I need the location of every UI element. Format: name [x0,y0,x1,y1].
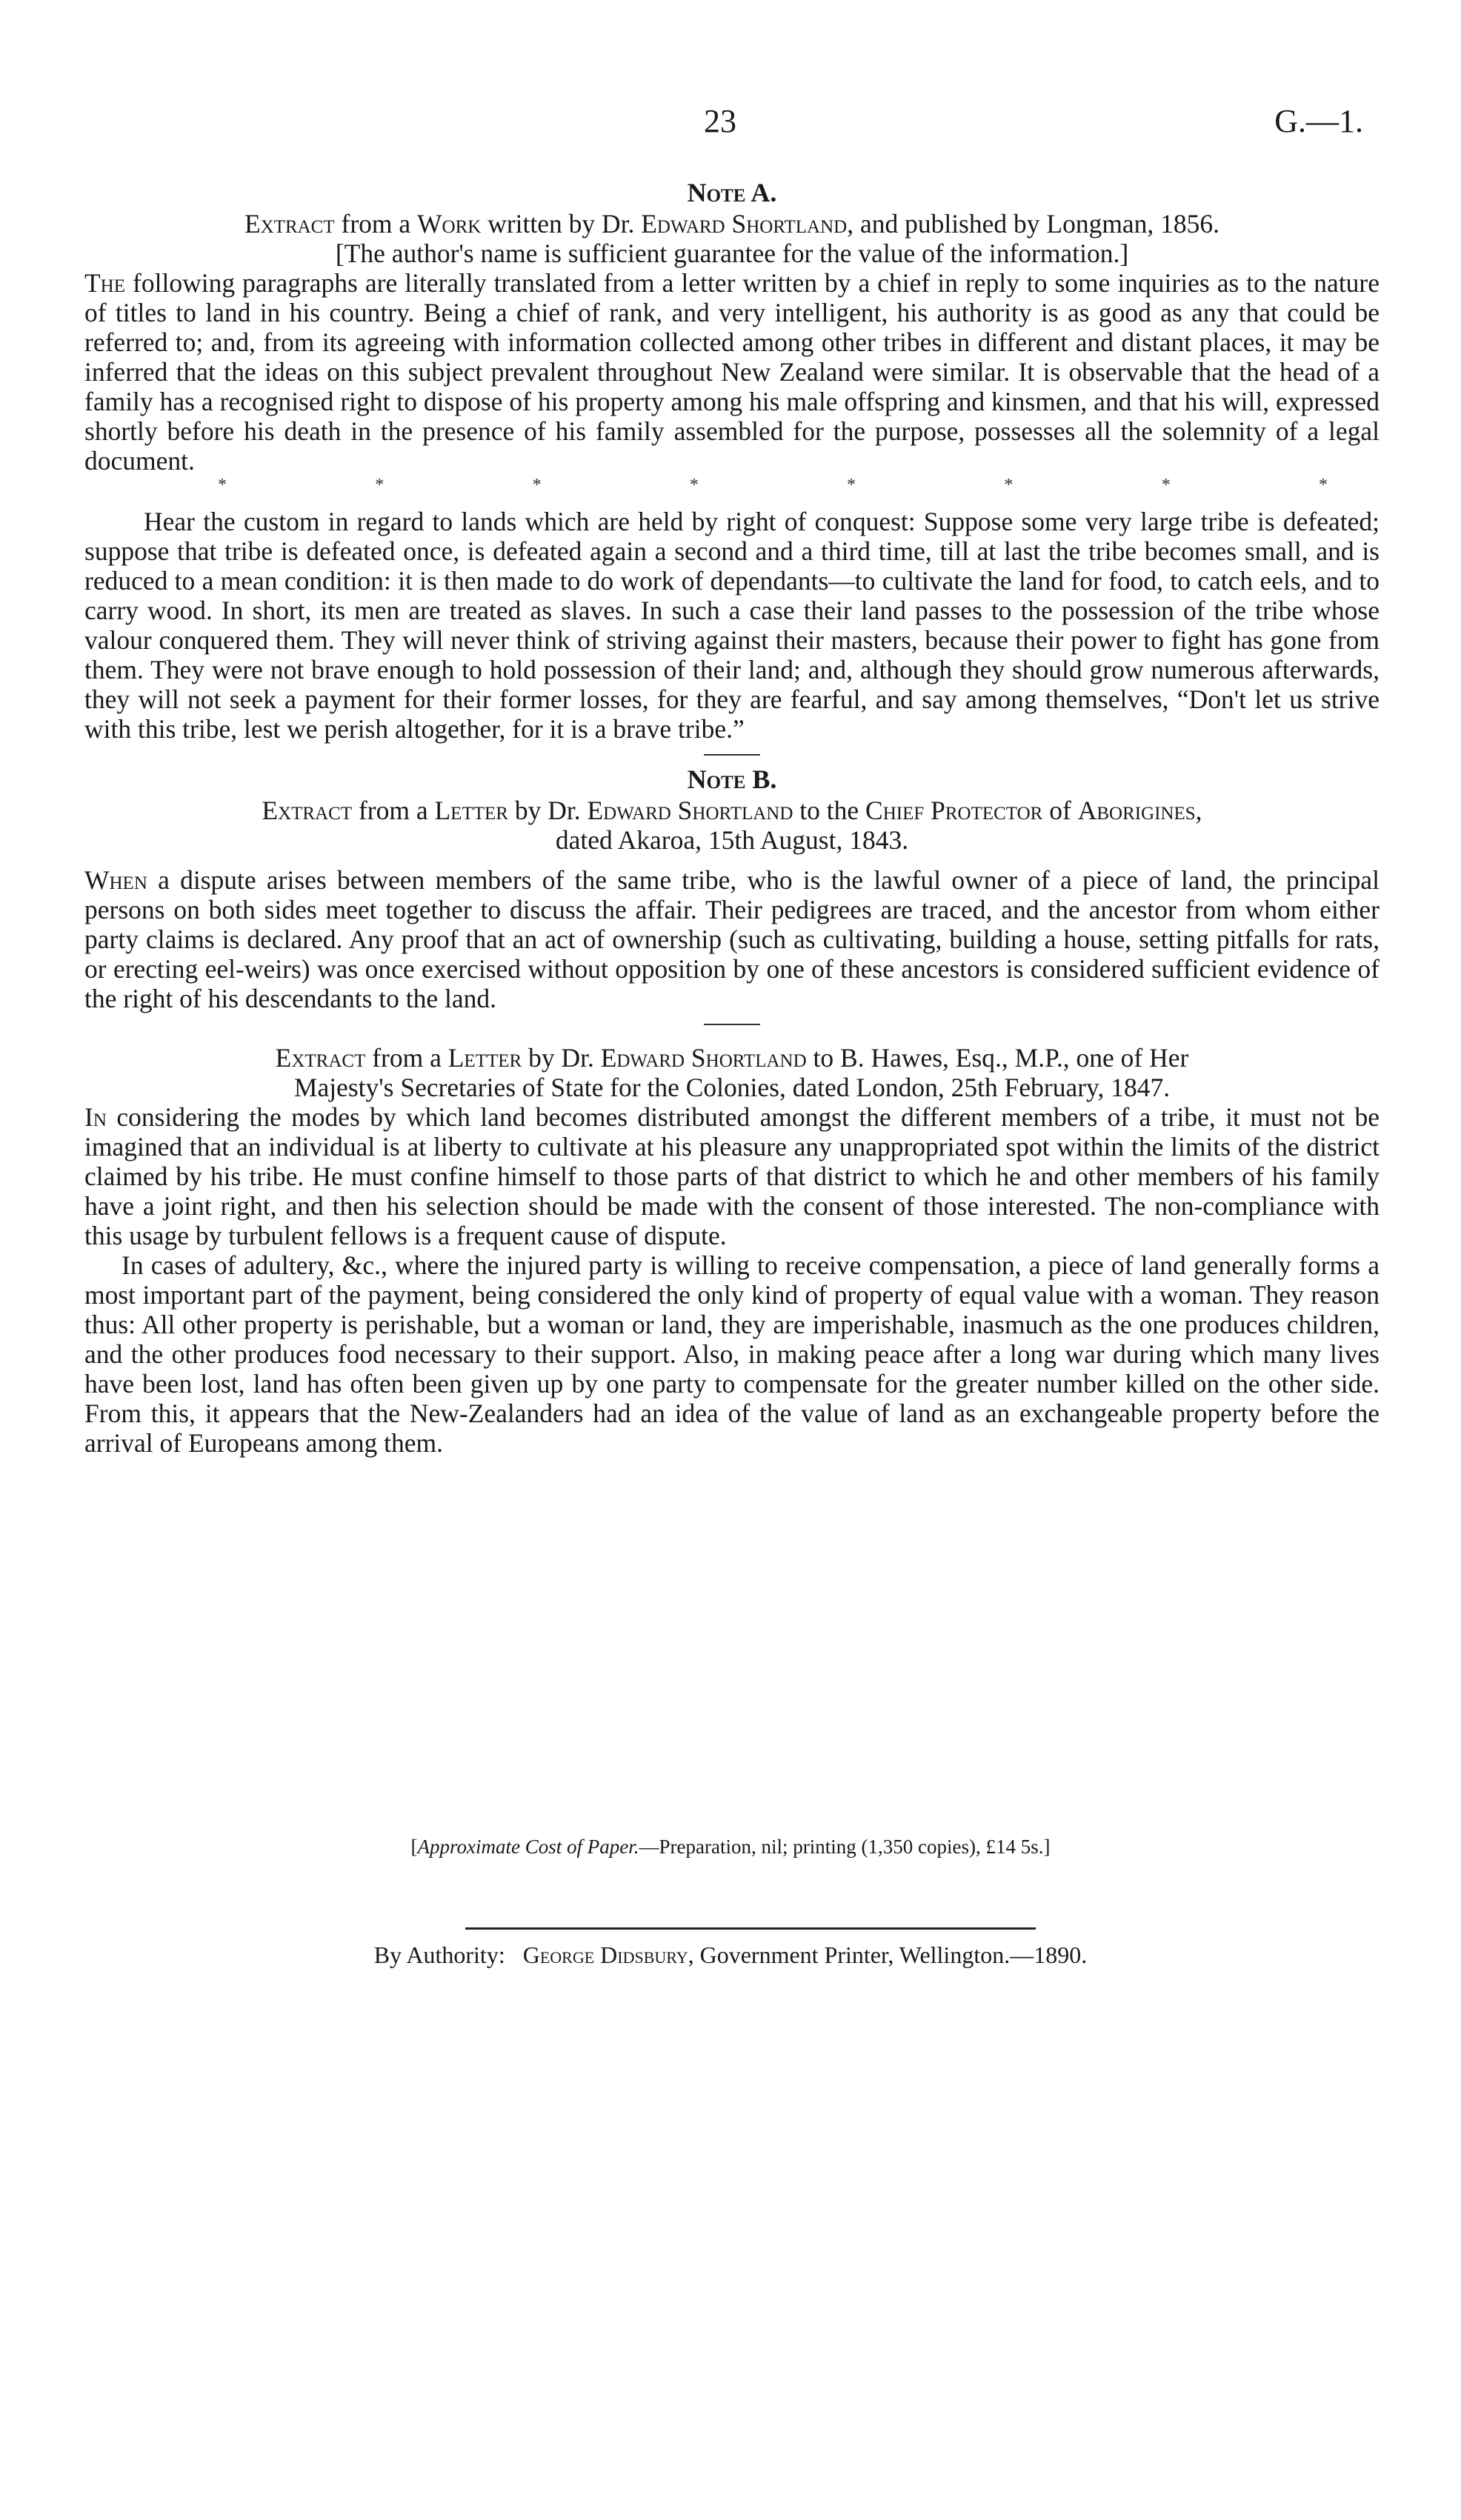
note-b-extract-1-paragraph: When a dispute arises between members of the same tribe, who is the lawful owner of a piece of land, the principal persons on both sides meet together to discuss the affair. Their pedigrees are traced, and the ancestor from whom either party claims is declared. Any proof that an act of ownership (such as cultivating, building a house, setting pitfalls for rats, or erecting eel-weirs) was once exercised without opposition by one of these ancestors is considered sufficient evidence of the right of his descendants to the land. [84,865,1380,1013]
star-mark: * [375,476,385,495]
page-header [0,102,1461,147]
note-b-extract-2-paragraph-2: In cases of adultery, &c., where the injured party is willing to receive compensation, a piece of land generally forms a most important part of the payment, being considered the only kind of property of equal value with a woman. They reason thus: All other property is perishable, but a woman or land, they are imperishable, inasmuch as the one produces children, and the other produces food necessary to their support. Also, in making peace after a long war during which many lives have been lost, land has often been given up by one party to compensate for the greater number killed on the other side. From this, it appears that the New-Zealanders had an idea of the value of land as an exchangeable property before the arrival of Europeans among them. [84,1250,1380,1458]
note-a-paragraph-1: The following paragraphs are literally translated from a letter written by a chief in reply to some inquiries as to the nature of titles to land in his country. Being a chief of rank, and very intelligent, his authority is as good as any that could be referred to; and, from its agreeing with information collected among other tribes in different and distant places, it may be inferred that the ideas on this subject prevalent throughout New Zealand were similar. It is observable that the head of a family has a recognised right to dispose of his property among his male offspring and kinsmen, and that his will, expressed shortly before his death in the presence of his family assembled for the purpose, possesses all the solemnity of a legal document. [84,268,1380,476]
subsection-divider [704,1024,760,1025]
note-b-extract-2-heading: Extract from a Letter by Dr. Edward Shortland to B. Hawes, Esq., M.P., one of Her [275,1043,1189,1073]
star-mark: * [1004,476,1014,495]
note-b-extract-1-heading: Extract from a Letter by Dr. Edward Shortland to the Chief Protector of Aborigines, [262,796,1202,825]
note-a-extract-heading: Extract from a Work written by Dr. Edward Shortland, and published by Longman, 1856. [244,209,1220,239]
note-a-section [84,176,1380,744]
note-a-author: Edward Shortland, [641,209,854,239]
cost-label: Approximate Cost of Paper. [417,1836,639,1858]
printer-imprint: By Authority: George Didsbury, Government Printer, Wellington.—1890. [373,1941,1088,1968]
note-b-extract-2-date: Majesty's Secretaries of State for the Colonies, dated London, 25th February, 1847. [293,1073,1171,1102]
document-reference: G.—1. [1274,103,1363,139]
page-number: 23 [704,103,736,139]
ellipsis-stars [84,476,1380,495]
cost-of-paper-line: [Approximate Cost of Paper.—Preparation, nil; printing (1,350 copies), £14 5s.] [410,1836,1051,1858]
note-a-paragraph-2: Hear the custom in regard to lands which are held by right of conquest: Suppose some very large tribe is defeated; suppose that tribe is defeated once, is defeated again a second and a third time, till at last the tribe becomes small, and is reduced to a mean condition: it is then made to do work of dependants—to cultivate the land for food, to catch eels, and to carry wood. In short, its men are treated as slaves. In such a case their land passes to the possession of the tribe whose valour conquered them. They will never think of striving against their masters, because their power to fight has gone from them. They were not brave enough to hold possession of their land; and, although they should grow numerous afterwards, they will not seek a payment for their former losses, for they are fearful, and say among themselves, “Don't let us strive with this tribe, lest we perish altogether, for it is a brave tribe.” [84,507,1380,744]
printer-divider [465,1927,1036,1930]
star-mark: * [689,476,699,495]
note-b-extract-1-date: dated Akaroa, 15th August, 1843. [555,825,909,855]
note-b-section [84,763,1380,1458]
star-mark: * [847,476,856,495]
star-mark: * [532,476,542,495]
note-b-extract-2-paragraph-1: In considering the modes by which land becomes distributed amongst the different members of a tribe, it must not be imagined that an individual is at liberty to cultivate at his pleasure any unappropriated spot within the limits of the district claimed by his tribe. He must confine himself to those parts of that district to which he and other members of his family have a joint right, and then his selection should be made with the consent of those interested. The non-compliance with this usage by turbulent fellows is a frequent cause of dispute. [84,1102,1380,1250]
note-b-heading: Note B. [687,764,777,794]
printer-name: George Didsbury, [522,1941,694,1968]
star-mark: * [218,476,227,495]
main-content [84,176,1380,1458]
star-mark: * [1318,476,1328,495]
star-mark: * [1161,476,1171,495]
note-a-bracket-note: [The author's name is sufficient guarantee for the value of the information.] [335,239,1129,268]
note-a-heading: Note A. [687,178,777,207]
section-divider [704,754,760,756]
